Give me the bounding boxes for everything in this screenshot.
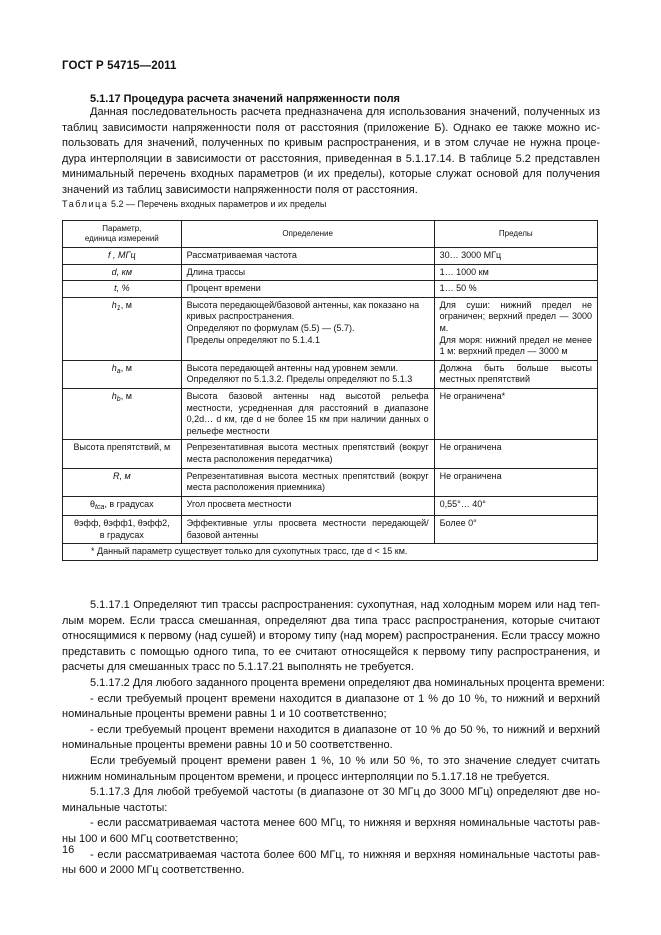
limits-cell: Не ограничена* — [434, 388, 597, 439]
definition-cell: Репрезентативная высота местных препятствий (вокруг места расположения передатчика) — [181, 440, 434, 468]
table-row — [63, 496, 598, 516]
param-cell: f , МГц — [63, 248, 182, 265]
table-footnote-row — [63, 544, 598, 561]
text-line: - если рассматриваемая частота более 600 МГц, то нижняя и верхняя номинальные частоты рав- — [90, 848, 600, 861]
header-parameter: Параметр, единица измерений — [63, 221, 182, 248]
text-line: ны 100 и 600 МГц соответственно; — [62, 832, 239, 845]
definition-cell: Репрезентативная высота местных препятствий (вокруг места расположения приемника) — [181, 468, 434, 496]
table-footnote: * Данный параметр существует только для сухопутных трасс, где d < 15 км. — [63, 544, 598, 561]
text-line: Если требуемый процент времени равен 1 %, 10 % или 50 %, то это значение следует считать — [90, 754, 600, 767]
param-cell: $h_b$, м — [63, 388, 182, 439]
text-line: 5.1.17.2 Для любого заданного процента времени определяют два номинальных процента времени: — [90, 676, 605, 689]
table-row — [63, 516, 598, 544]
text-line: 5.1.17.1 Определяют тип трассы распространения: сухопутная, над холодным морем или над теп- — [90, 599, 600, 611]
definition-cell: Угол просвета местности — [181, 496, 434, 516]
table-row — [63, 264, 598, 281]
limits-cell: Не ограничена — [434, 440, 597, 468]
param-cell: d, км — [63, 264, 182, 281]
text-line: представить с помощью одного типа, то ее считают относящейся к первому типу распространения, и — [62, 645, 600, 658]
definition-cell: Процент времени — [181, 281, 434, 298]
text-line: минимальный перечень входных параметров (и их пределы), которые служат основой для получения — [62, 168, 600, 181]
header-definition: Определение — [181, 221, 434, 248]
table-row — [63, 468, 598, 496]
table-header-row — [63, 221, 598, 248]
param-cell: θэфф, θэфф1, θэфф2, в градусах — [63, 516, 182, 544]
table-row — [63, 388, 598, 439]
text-line: номинальные проценты времени равны 1 и 10 соответственно; — [62, 708, 387, 721]
text-line: - если требуемый процент времени находится в диапазоне от 1 % до 10 %, то нижний и верхний — [90, 692, 600, 705]
limits-cell: Не ограничена — [434, 468, 597, 496]
table-caption — [62, 199, 326, 209]
definition-cell: Длина трассы — [181, 264, 434, 281]
text-line: дура интерполяции в зависимости от расстояния, приведенная в 5.1.17.14. В таблице 5.2 представлен — [62, 152, 600, 165]
text-line: - если рассматриваемая частота менее 600 МГц, то нижняя и верхняя номинальные частоты рав- — [90, 817, 600, 830]
text-line: Данная последовательность расчета предназначена для использования значений, полученных из — [90, 106, 600, 118]
limits-cell: Для суши: нижний предел не ограничен; верхний предел — 3000 м. Для моря: нижний предел не менее 1 м: верхний предел — 3000 м — [434, 297, 597, 360]
table-row — [63, 440, 598, 468]
definition-cell: Эффективные углы просвета местности передающей/базовой антенны — [181, 516, 434, 544]
limits-cell: 0,55°… 40° — [434, 496, 597, 516]
param-cell: $h_a$, м — [63, 360, 182, 388]
definition-cell: Высота передающей антенны над уровнем земли. Определяют по 5.1.3.2. Пределы определяют по 5.1.3 — [181, 360, 434, 388]
text-line: пользовать для значений, полученных по кривым распространения, и в этом случае не нужна проце- — [62, 137, 600, 150]
table-row — [63, 248, 598, 265]
text-line: минальные частоты: — [62, 801, 168, 814]
paragraph-5-1-17-1 — [62, 598, 605, 879]
definition-cell: Рассматриваемая частота — [181, 248, 434, 265]
definition-cell: Высота базовой антенны над высотой рельефа местности, усредненная для расстояний в диапазоне 0,2d… d км, где d не более 15 км при наличии данных о рельефе местности — [181, 388, 434, 439]
page-number: 16 — [62, 844, 75, 856]
text-line: относящимися к первому (над сушей) и второму типу (над морем) распространения. Если трассу можно — [62, 630, 600, 643]
limits-cell: 1… 50 % — [434, 281, 597, 298]
table-caption-text: 5.2 — Перечень входных параметров и их пределы — [111, 199, 327, 209]
intro-paragraph — [62, 105, 600, 199]
text-line: расчеты для смешанных трасс по 5.1.17.21 выполнять не требуется. — [62, 661, 414, 674]
text-line: ны 600 и 2000 МГц соответственно. — [62, 864, 245, 877]
text-line: 5.1.17.3 Для любой требуемой частоты (в диапазоне от 30 МГц до 3000 МГц) определяют две но- — [90, 786, 600, 799]
param-cell: $h_1$, м — [63, 297, 182, 360]
text-line: - если требуемый процент времени находится в диапазоне от 10 % до 50 %, то нижний и верхний — [90, 723, 600, 736]
text-line: значений из таблиц зависимости напряженности поля от расстояния. — [62, 183, 418, 196]
text-line: таблиц зависимости напряженности поля от расстояния (приложение Б). Однако ее также можно ис- — [62, 121, 600, 134]
table-caption-label: Таблица — [62, 199, 109, 209]
param-cell: R, м — [63, 468, 182, 496]
text-line: лым морем. Если трасса смешанная, определяют два типа трасс распространения, которые считают — [62, 614, 600, 627]
table-row — [63, 281, 598, 298]
param-cell: Высота препятствий, м — [63, 440, 182, 468]
limits-cell: Должна быть больше высоты местных препятствий — [434, 360, 597, 388]
limits-cell: Более 0° — [434, 516, 597, 544]
parameters-table — [62, 220, 598, 561]
limits-cell: 1… 1000 км — [434, 264, 597, 281]
table-row — [63, 297, 598, 360]
table-row — [63, 360, 598, 388]
document-header: ГОСТ Р 54715—2011 — [62, 60, 177, 72]
definition-cell: Высота передающей/базовой антенны, как показано на кривых распространения. Определяют по формулам (5.5) — (5.7). Пределы определяют по 5.1.4.1 — [181, 297, 434, 360]
param-cell: t, % — [63, 281, 182, 298]
text-line: нижним номинальным процентом времени, и процесс интерполяции по 5.1.17.18 не требуется. — [62, 770, 550, 783]
limits-cell: 30… 3000 МГц — [434, 248, 597, 265]
param-cell: $\theta_{tca}$, в градусах — [63, 496, 182, 516]
header-limits: Пределы — [434, 221, 597, 248]
section-title: 5.1.17 Процедура расчета значений напряженности поля — [90, 93, 400, 105]
text-line: номинальные проценты времени равны 10 и 50 соответственно. — [62, 739, 393, 752]
